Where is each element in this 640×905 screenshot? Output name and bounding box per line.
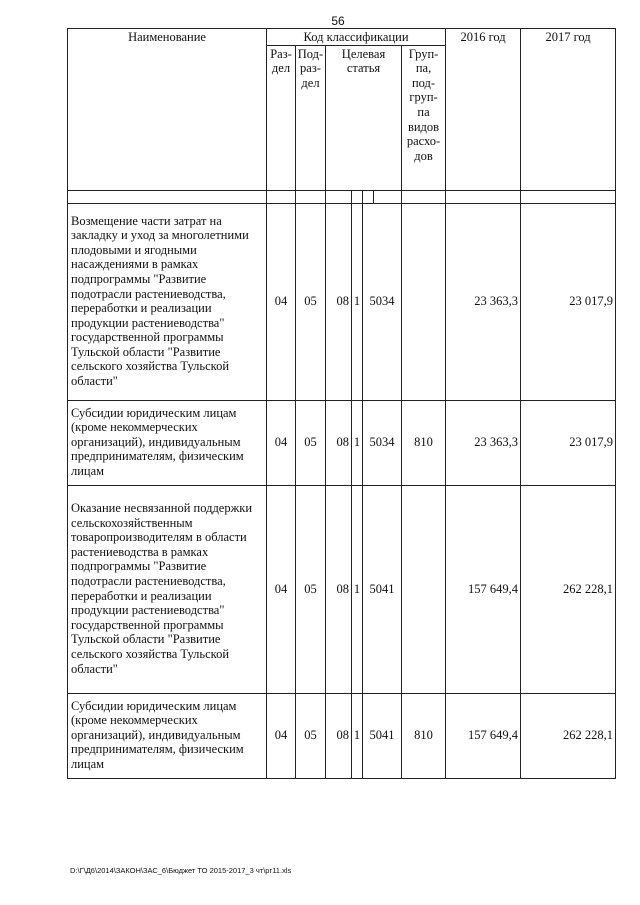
row-name: Возмещение части затрат на закладку и уход за многолетними плодовыми и ягодными насаждениями в рамках подпрограммы "Развитие подотрасли растениеводства, переработки и реализации продукции растениеводства" государственной программы Тульской области "Развитие сельского хозяйства Тульской области" [68, 203, 267, 400]
row-name: Субсидии юридическим лицам (кроме некоммерческих организаций), индивидуальным предпринимателям, физическим лицам [68, 693, 267, 778]
row-subsection: 05 [296, 693, 326, 778]
row-article-c: 5041 [363, 693, 402, 778]
row-article-c: 5034 [363, 400, 402, 485]
table-row [68, 400, 616, 485]
row-amount-2017: 23 017,9 [521, 203, 616, 400]
table-row [68, 203, 616, 400]
row-article-c: 5034 [363, 203, 402, 400]
budget-table [67, 28, 616, 779]
header-target-article: Целевая статья [326, 45, 402, 190]
row-expense-type: 810 [402, 693, 446, 778]
row-amount-2016: 23 363,3 [446, 203, 521, 400]
header-year-2017: 2017 год [521, 29, 616, 191]
row-amount-2017: 262 228,1 [521, 485, 616, 693]
row-name: Субсидии юридическим лицам (кроме некоммерческих организаций), индивидуальным предпринимателям, физическим лицам [68, 400, 267, 485]
row-section: 04 [267, 693, 296, 778]
row-amount-2017: 23 017,9 [521, 400, 616, 485]
header-section: Раз- дел [267, 45, 296, 190]
header-name: Наименование [68, 29, 267, 191]
row-section: 04 [267, 203, 296, 400]
row-amount-2016: 23 363,3 [446, 400, 521, 485]
header-subsection: Под- раз- дел [296, 45, 326, 190]
row-subsection: 05 [296, 203, 326, 400]
page-number: 56 [331, 14, 345, 28]
row-subsection: 05 [296, 485, 326, 693]
file-path-footer: D:\Г\Д6\2014\ЗАКОН\ЗАС_6\Бюджет ТО 2015-2017_3 чт\рг11.xls [70, 866, 292, 875]
row-article-a: 08 [326, 203, 352, 400]
header-code-group: Код классификации [267, 29, 446, 46]
row-expense-type [402, 485, 446, 693]
table-row [68, 485, 616, 693]
row-article-b: 1 [352, 485, 363, 693]
row-expense-type [402, 203, 446, 400]
row-article-b: 1 [352, 203, 363, 400]
row-amount-2016: 157 649,4 [446, 693, 521, 778]
row-expense-type: 810 [402, 400, 446, 485]
row-subsection: 05 [296, 400, 326, 485]
header-row-top [68, 29, 616, 46]
row-name: Оказание несвязанной поддержки сельскохозяйственным товаропроизводителям в области растениеводства в рамках подпрограммы "Развитие подотрасли растениеводства, переработки и реализации продукции растениеводства" государственной программы Тульской области "Развитие сельского хозяйства Тульской области" [68, 485, 267, 693]
row-article-c: 5041 [363, 485, 402, 693]
row-article-a: 08 [326, 693, 352, 778]
row-section: 04 [267, 400, 296, 485]
row-article-a: 08 [326, 400, 352, 485]
table-row [68, 693, 616, 778]
header-expense-group: Груп- па, под- груп- па видов расхо- дов [402, 45, 446, 190]
header-year-2016: 2016 год [446, 29, 521, 191]
row-article-b: 1 [352, 400, 363, 485]
row-article-b: 1 [352, 693, 363, 778]
spacer-row [68, 190, 616, 203]
row-section: 04 [267, 485, 296, 693]
row-amount-2016: 157 649,4 [446, 485, 521, 693]
row-amount-2017: 262 228,1 [521, 693, 616, 778]
row-article-a: 08 [326, 485, 352, 693]
